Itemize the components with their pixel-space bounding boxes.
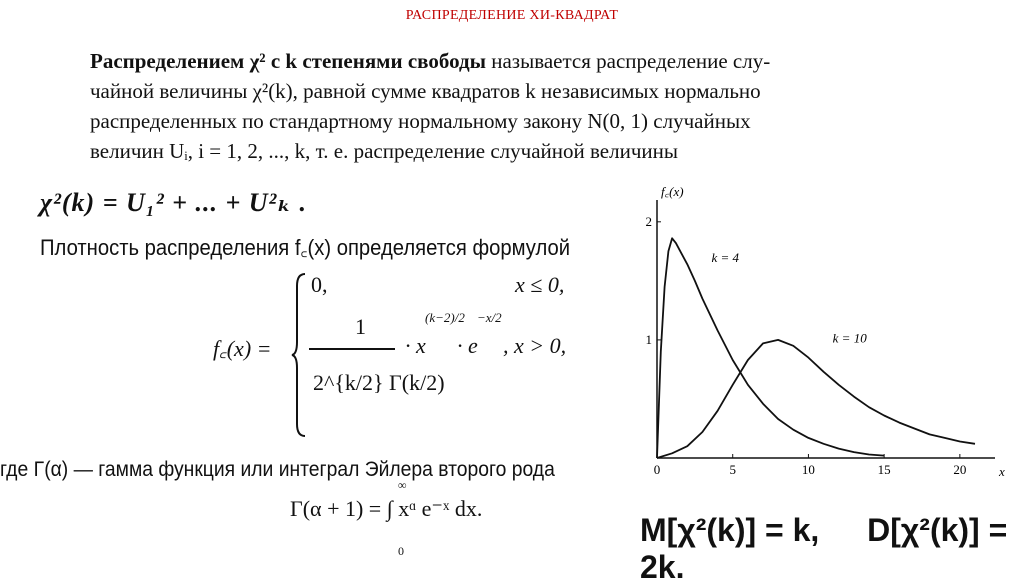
y-axis-label: f꜀(x) xyxy=(661,184,684,199)
y-tick-label: 1 xyxy=(645,331,652,347)
series-line-1 xyxy=(657,238,884,458)
sum-formula: χ²(k) = U₁² + ... + U²ₖ . xyxy=(40,188,307,217)
power-term-x: · x xyxy=(405,333,426,358)
gamma-formula: Γ(α + 1) = ∫ xᵅ e⁻ˣ dx. xyxy=(290,496,483,521)
case-1-value: 0, xyxy=(311,272,328,297)
density-formula xyxy=(213,270,613,440)
fraction-denominator: 2^{k/2} Γ(k/2) xyxy=(313,370,445,395)
variance-formula: D[χ²(k)] = 2k. xyxy=(640,512,1008,585)
fraction-bar xyxy=(309,348,395,350)
fraction-numerator: 1 xyxy=(355,314,366,339)
series-label-1: k = 4 xyxy=(711,249,740,265)
chi-square-density-chart xyxy=(630,180,1024,500)
definition-line-1 xyxy=(90,46,770,76)
x-tick-label: 15 xyxy=(877,462,891,477)
chart-series xyxy=(657,238,975,458)
density-intro: Плотность распределения f꜀(x) определяется формулой xyxy=(40,235,571,260)
definition-line-2: чайной величины χ²(k), равной сумме квадратов k независимых нормально xyxy=(90,79,761,103)
piecewise-brace xyxy=(291,272,307,438)
x-tick-label: 20 xyxy=(953,462,967,477)
x-tick-label: 5 xyxy=(729,462,736,477)
power-exponent-e: −x/2 xyxy=(477,310,502,325)
x-tick-label: 10 xyxy=(801,462,815,477)
case-2-condition: , x > 0, xyxy=(503,333,567,358)
case-1-condition: x ≤ 0, xyxy=(515,272,565,297)
definition-line-1-rest: называется распределение слу- xyxy=(486,49,771,73)
moments-formulas xyxy=(640,512,1024,586)
power-exponent-x: (k−2)/2 xyxy=(425,310,465,325)
definition-term: Распределением χ² с k степенями свободы xyxy=(90,49,486,73)
y-tick-label: 2 xyxy=(645,213,652,229)
mean-formula: M[χ²(k)] = k, xyxy=(640,512,820,548)
integral-upper-limit: ∞ xyxy=(398,478,407,492)
x-tick-label: 0 xyxy=(653,462,661,477)
power-term-e: · e xyxy=(457,333,478,358)
integral-lower-limit: 0 xyxy=(398,544,404,558)
density-lhs: f꜀(x) = xyxy=(213,336,272,361)
slide-title: РАСПРЕДЕЛЕНИЕ ХИ-КВАДРАТ xyxy=(405,8,619,23)
gamma-definition: где Γ(α) — гамма функция или интеграл Эйлера второго рода xyxy=(0,458,555,481)
chart-axes xyxy=(657,200,995,458)
definition-line-4: величин Uᵢ, i = 1, 2, ..., k, т. е. распределение случайной величины xyxy=(90,139,678,163)
definition-line-3: распределенных по стандартному нормальному закону N(0, 1) случайных xyxy=(90,109,751,133)
x-axis-label: x xyxy=(999,464,1005,479)
series-label-2: k = 10 xyxy=(832,330,867,346)
